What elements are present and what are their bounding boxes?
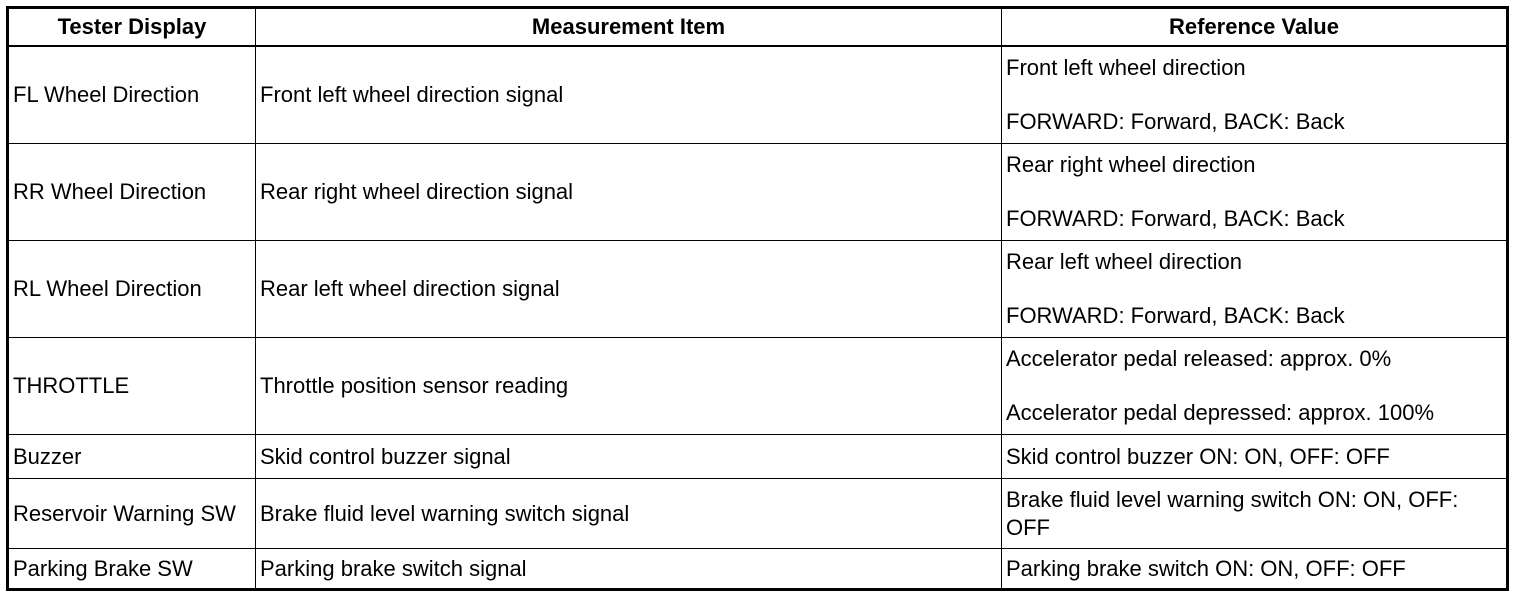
reference-value-cell: [1002, 338, 1508, 435]
measurement-item-cell: Rear left wheel direction signal: [256, 241, 1002, 338]
reference-line: Front left wheel direction: [1006, 55, 1246, 80]
reference-line-gap: [1006, 82, 1502, 108]
table-row: [8, 338, 1508, 435]
measurement-item-cell: Front left wheel direction signal: [256, 46, 1002, 144]
reference-line: Rear left wheel direction: [1006, 249, 1243, 274]
reference-line: Rear right wheel direction: [1006, 152, 1256, 177]
reference-value-cell: Brake fluid level warning switch ON: ON, OFF: OFF: [1002, 479, 1508, 549]
tester-display-cell: RR Wheel Direction: [8, 144, 256, 241]
reference-value-cell: [1002, 241, 1508, 338]
reference-line: FORWARD: Forward, BACK: Back: [1006, 206, 1345, 231]
data-list-table: [6, 6, 1509, 591]
data-list-table-frame: [6, 6, 1509, 591]
header-tester-display: Tester Display: [8, 8, 256, 47]
measurement-item-cell: Brake fluid level warning switch signal: [256, 479, 1002, 549]
header-reference-value: Reference Value: [1002, 8, 1508, 47]
measurement-item-cell: Throttle position sensor reading: [256, 338, 1002, 435]
tester-display-cell: RL Wheel Direction: [8, 241, 256, 338]
header-measurement-item: Measurement Item: [256, 8, 1002, 47]
reference-line-gap: [1006, 276, 1502, 302]
reference-value-cell: Skid control buzzer ON: ON, OFF: OFF: [1002, 435, 1508, 479]
measurement-item-cell: Parking brake switch signal: [256, 549, 1002, 590]
table-header-row: [8, 8, 1508, 47]
tester-display-cell: FL Wheel Direction: [8, 46, 256, 144]
measurement-item-cell: Skid control buzzer signal: [256, 435, 1002, 479]
tester-display-cell: Parking Brake SW: [8, 549, 256, 590]
table-row: [8, 144, 1508, 241]
reference-line: Accelerator pedal released: approx. 0%: [1006, 346, 1392, 371]
tester-display-cell: Buzzer: [8, 435, 256, 479]
reference-line: FORWARD: Forward, BACK: Back: [1006, 109, 1345, 134]
reference-value-cell: [1002, 46, 1508, 144]
table-row: [8, 46, 1508, 144]
reference-value-cell: [1002, 144, 1508, 241]
reference-line-gap: [1006, 179, 1502, 205]
tester-display-cell: Reservoir Warning SW: [8, 479, 256, 549]
tester-display-cell: THROTTLE: [8, 338, 256, 435]
reference-line: Accelerator pedal depressed: approx. 100%: [1006, 400, 1435, 425]
table-row: [8, 549, 1508, 590]
reference-value-cell: Parking brake switch ON: ON, OFF: OFF: [1002, 549, 1508, 590]
measurement-item-cell: Rear right wheel direction signal: [256, 144, 1002, 241]
table-row: [8, 479, 1508, 549]
reference-line: FORWARD: Forward, BACK: Back: [1006, 303, 1345, 328]
reference-line-gap: [1006, 373, 1502, 399]
table-row: [8, 241, 1508, 338]
table-row: [8, 435, 1508, 479]
